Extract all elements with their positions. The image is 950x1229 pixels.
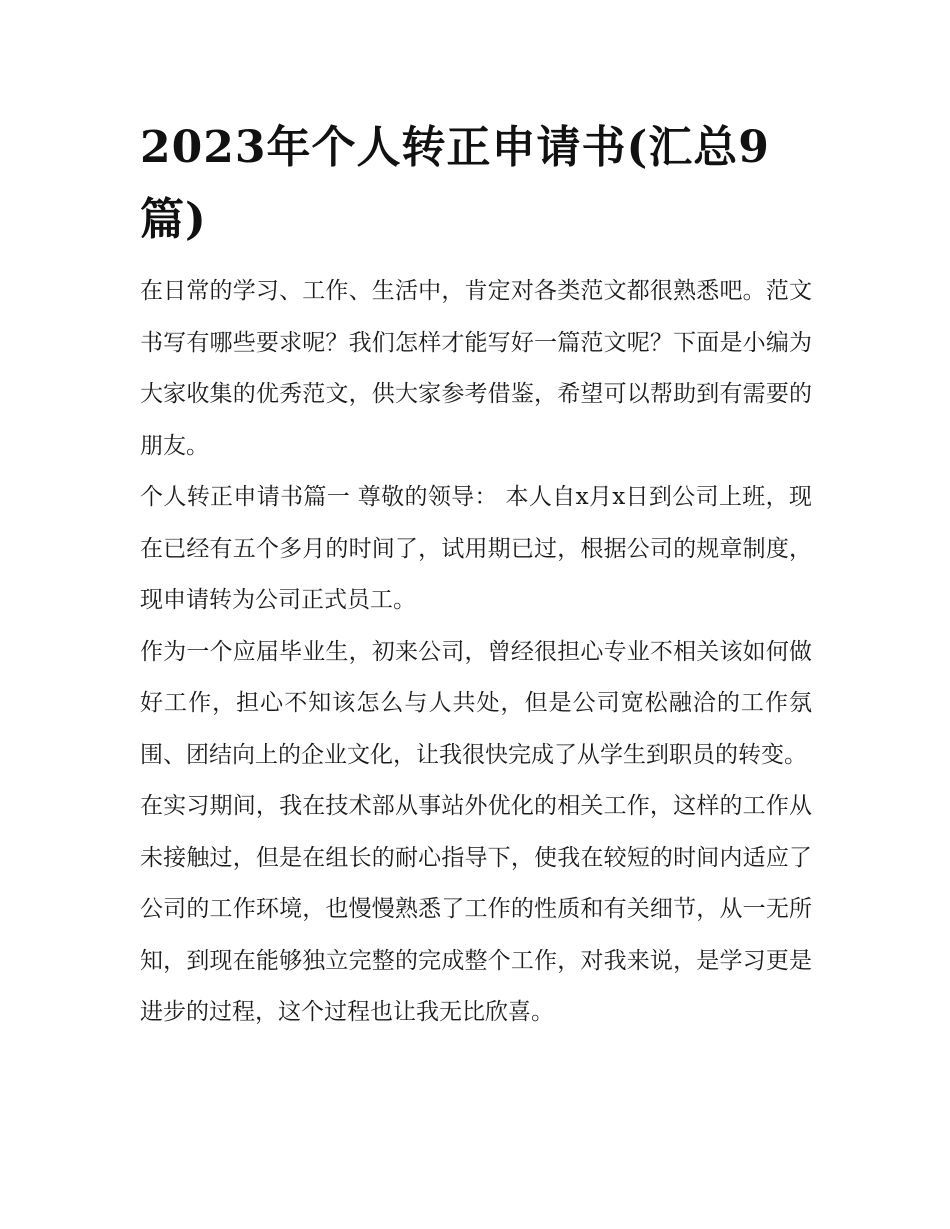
paragraph-intro: 在日常的学习、工作、生活中，肯定对各类范文都很熟悉吧。范文书写有哪些要求呢？我们怎样才能写好一篇范文呢？下面是小编为大家收集的优秀范文，供大家参考借鉴，希望可以帮助到有需要的朋友。 [140,278,812,459]
document-body [140,112,812,1039]
document-title: 2023年个人转正申请书(汇总9篇) [140,122,770,245]
paragraph-salutation: 个人转正申请书篇一 尊敬的领导： 本人自x月x日到公司上班，现在已经有五个多月的时间了，试用期已过，根据公司的规章制度，现申请转为公司正式员工。 [140,484,812,613]
paragraph-transition: 作为一个应届毕业生，初来公司，曾经很担心专业不相关该如何做好工作，担心不知该怎么与人共处，但是公司宽松融洽的工作氛围、团结向上的企业文化，让我很快完成了从学生到职员的转变。 [140,638,812,768]
paragraph-internship: 在实习期间，我在技术部从事站外优化的相关工作，这样的工作从未接触过，但是在组长的耐心指导下，使我在较短的时间内适应了公司的工作环境，也慢慢熟悉了工作的性质和有关细节，从一无所知，到现在能够独立完整的完成整个工作，对我来说，是学习更是进步的过程，这个过程也让我无比欣喜。 [140,793,812,1025]
